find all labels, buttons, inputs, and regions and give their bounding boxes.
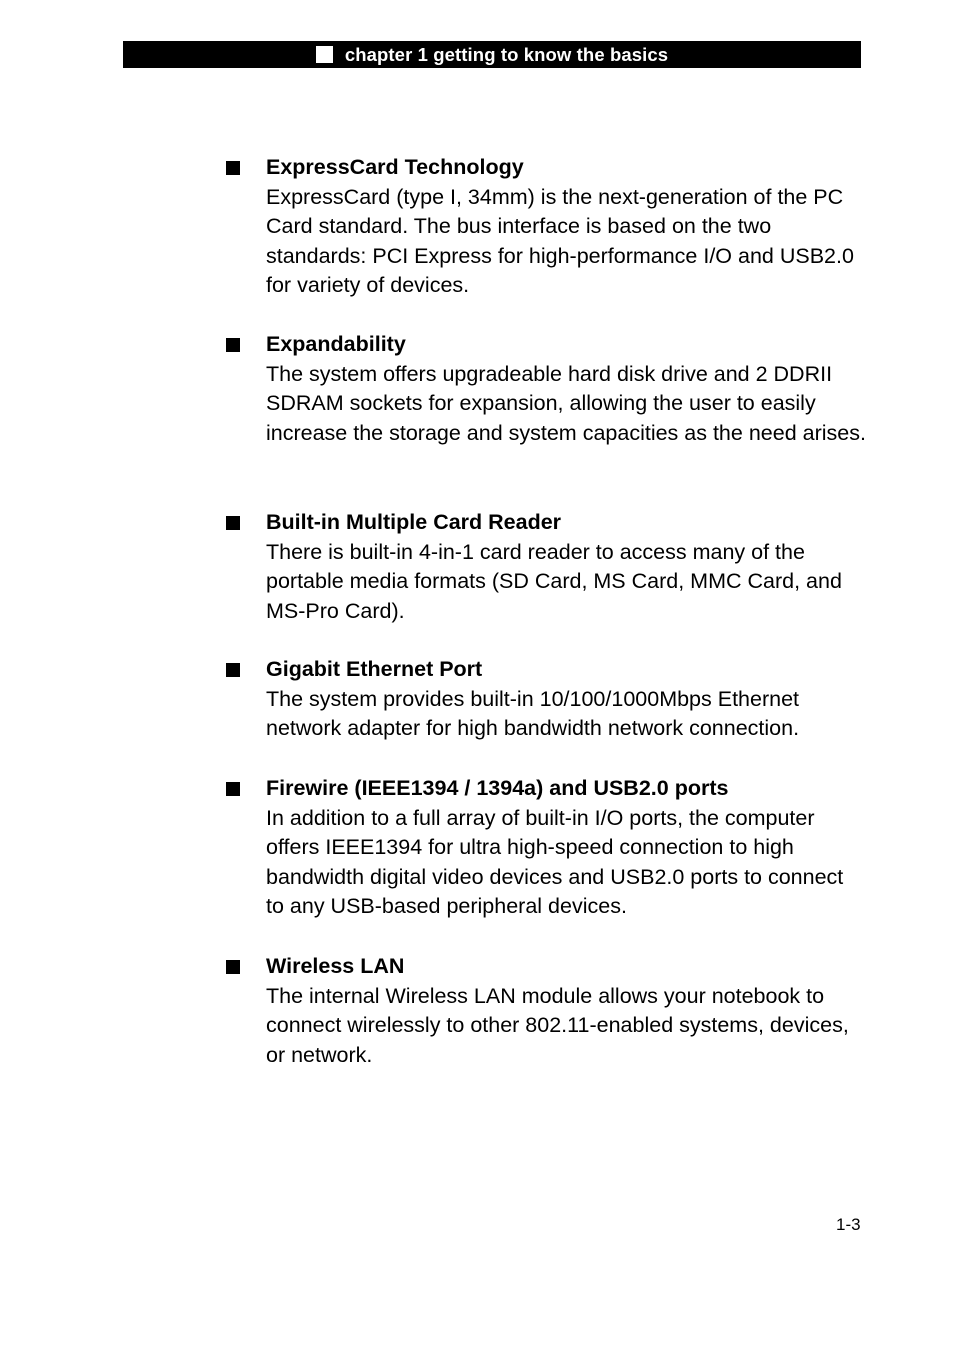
header-square-icon	[316, 46, 333, 63]
square-bullet-icon	[226, 516, 240, 530]
feature-description: The internal Wireless LAN module allows your notebook to connect wirelessly to other 802.11-enabled systems, devices, or network.	[266, 983, 849, 1067]
chapter-header	[316, 44, 668, 66]
page-number: 1-3	[836, 1215, 861, 1234]
square-bullet-icon	[226, 782, 240, 796]
square-bullet-icon	[226, 161, 240, 175]
feature-description: The system provides built-in 10/100/1000Mbps Ethernet network adapter for high bandwidth network connection.	[266, 686, 800, 741]
feature-title: Gigabit Ethernet Port	[266, 657, 483, 681]
feature-title: Expandability	[266, 332, 406, 356]
square-bullet-icon	[226, 338, 240, 352]
chapter-header-bar	[123, 41, 861, 68]
feature-description: The system offers upgradeable hard disk drive and 2 DDRII SDRAM sockets for expansion, allowing the user to easily increase the storage and system capacities as the need arises.	[266, 361, 866, 445]
feature-description: In addition to a full array of built-in I/O ports, the computer offers IEEE1394 for ultra high-speed connection to high bandwidth digital video devices and USB2.0 ports to connect to any USB-based peripheral devices.	[266, 805, 844, 919]
chapter-title: chapter 1 getting to know the basics	[344, 43, 669, 65]
feature-title: Built-in Multiple Card Reader	[266, 510, 562, 534]
feature-title: Firewire (IEEE1394 / 1394a) and USB2.0 ports	[266, 776, 729, 800]
square-bullet-icon	[226, 663, 240, 677]
feature-description: There is built-in 4-in-1 card reader to access many of the portable media formats (SD Card, MS Card, MMC Card, and MS-Pro Card).	[266, 539, 842, 623]
feature-title: Wireless LAN	[266, 954, 405, 978]
square-bullet-icon	[226, 960, 240, 974]
feature-description: ExpressCard (type I, 34mm) is the next-generation of the PC Card standard. The bus interface is based on the two standards: PCI Express for high-performance I/O and USB2.0 for variety of devices.	[266, 184, 854, 298]
feature-title: ExpressCard Technology	[266, 155, 524, 179]
